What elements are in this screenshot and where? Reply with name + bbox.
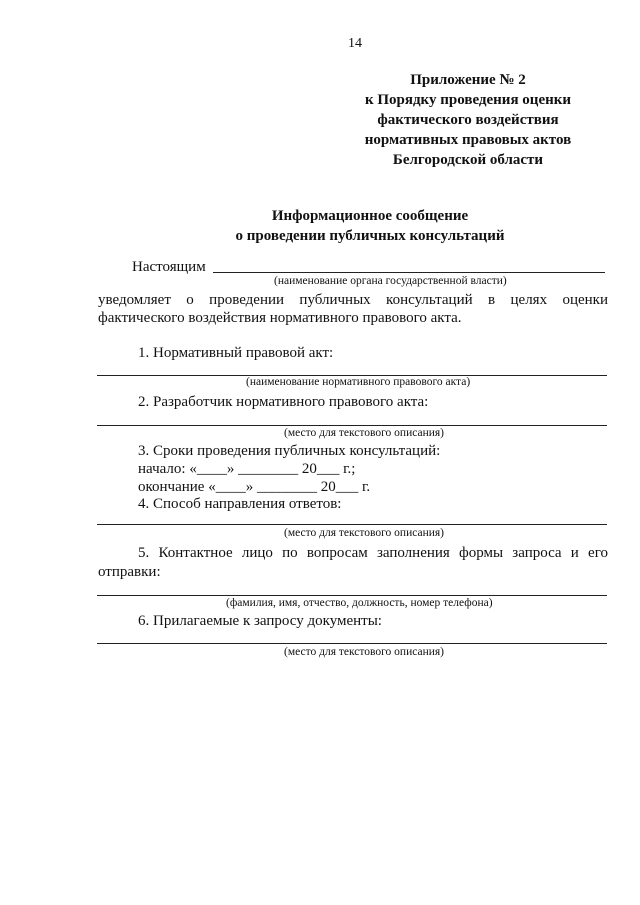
item-4-caption: (место для текстового описания) — [284, 527, 445, 539]
item-5-line-2: отправки: — [98, 564, 161, 580]
item-2-line[interactable] — [97, 425, 607, 426]
item-3-label: 3. Сроки проведения публичных консультаций: — [138, 443, 441, 459]
item-4-label: 4. Способ направления ответов: — [138, 496, 342, 512]
item-3-end-date: окончание «____» ________ 20___ г. — [138, 479, 371, 495]
intro-text-line-1: уведомляет о проведении публичных консультаций в целях оценки — [98, 292, 608, 308]
item-5-caption: (фамилия, имя, отчество, должность, номер телефона) — [226, 597, 493, 609]
appendix-line: к Порядку проведения оценки — [364, 92, 572, 108]
document-title — [0, 206, 640, 246]
item-2-caption: (место для текстового описания) — [284, 427, 445, 439]
appendix-line: фактического воздействия — [377, 112, 559, 128]
item-3-start-date: начало: «____» ________ 20___ г.; — [138, 461, 356, 477]
item-1-caption: (наименование нормативного правового акта) — [246, 376, 471, 388]
appendix-header — [348, 70, 588, 170]
item-4-line[interactable] — [97, 524, 607, 525]
item-5-line[interactable] — [97, 595, 607, 596]
intro-text-line-2: фактического воздействия нормативного правового акта. — [98, 310, 462, 326]
item-1-label: 1. Нормативный правовой акт: — [138, 345, 334, 361]
item-6-caption: (место для текстового описания) — [284, 646, 445, 658]
title-line-2: о проведении публичных консультаций — [235, 228, 505, 244]
item-2-label: 2. Разработчик нормативного правового акта: — [138, 394, 429, 410]
title-line-1: Информационное сообщение — [271, 208, 469, 224]
appendix-line: нормативных правовых актов — [364, 132, 572, 148]
authority-name-caption: (наименование органа государственной власти) — [274, 275, 507, 287]
intro-label: Настоящим — [132, 259, 206, 275]
item-5-line-1: 5. Контактное лицо по вопросам заполнения формы запроса и его — [138, 545, 608, 561]
item-6-line[interactable] — [97, 643, 607, 644]
page-number: 14 — [348, 36, 362, 51]
authority-name-line[interactable] — [213, 272, 605, 273]
appendix-line: Белгородской области — [392, 152, 544, 168]
item-6-label: 6. Прилагаемые к запросу документы: — [138, 613, 382, 629]
appendix-line: Приложение № 2 — [410, 72, 526, 88]
